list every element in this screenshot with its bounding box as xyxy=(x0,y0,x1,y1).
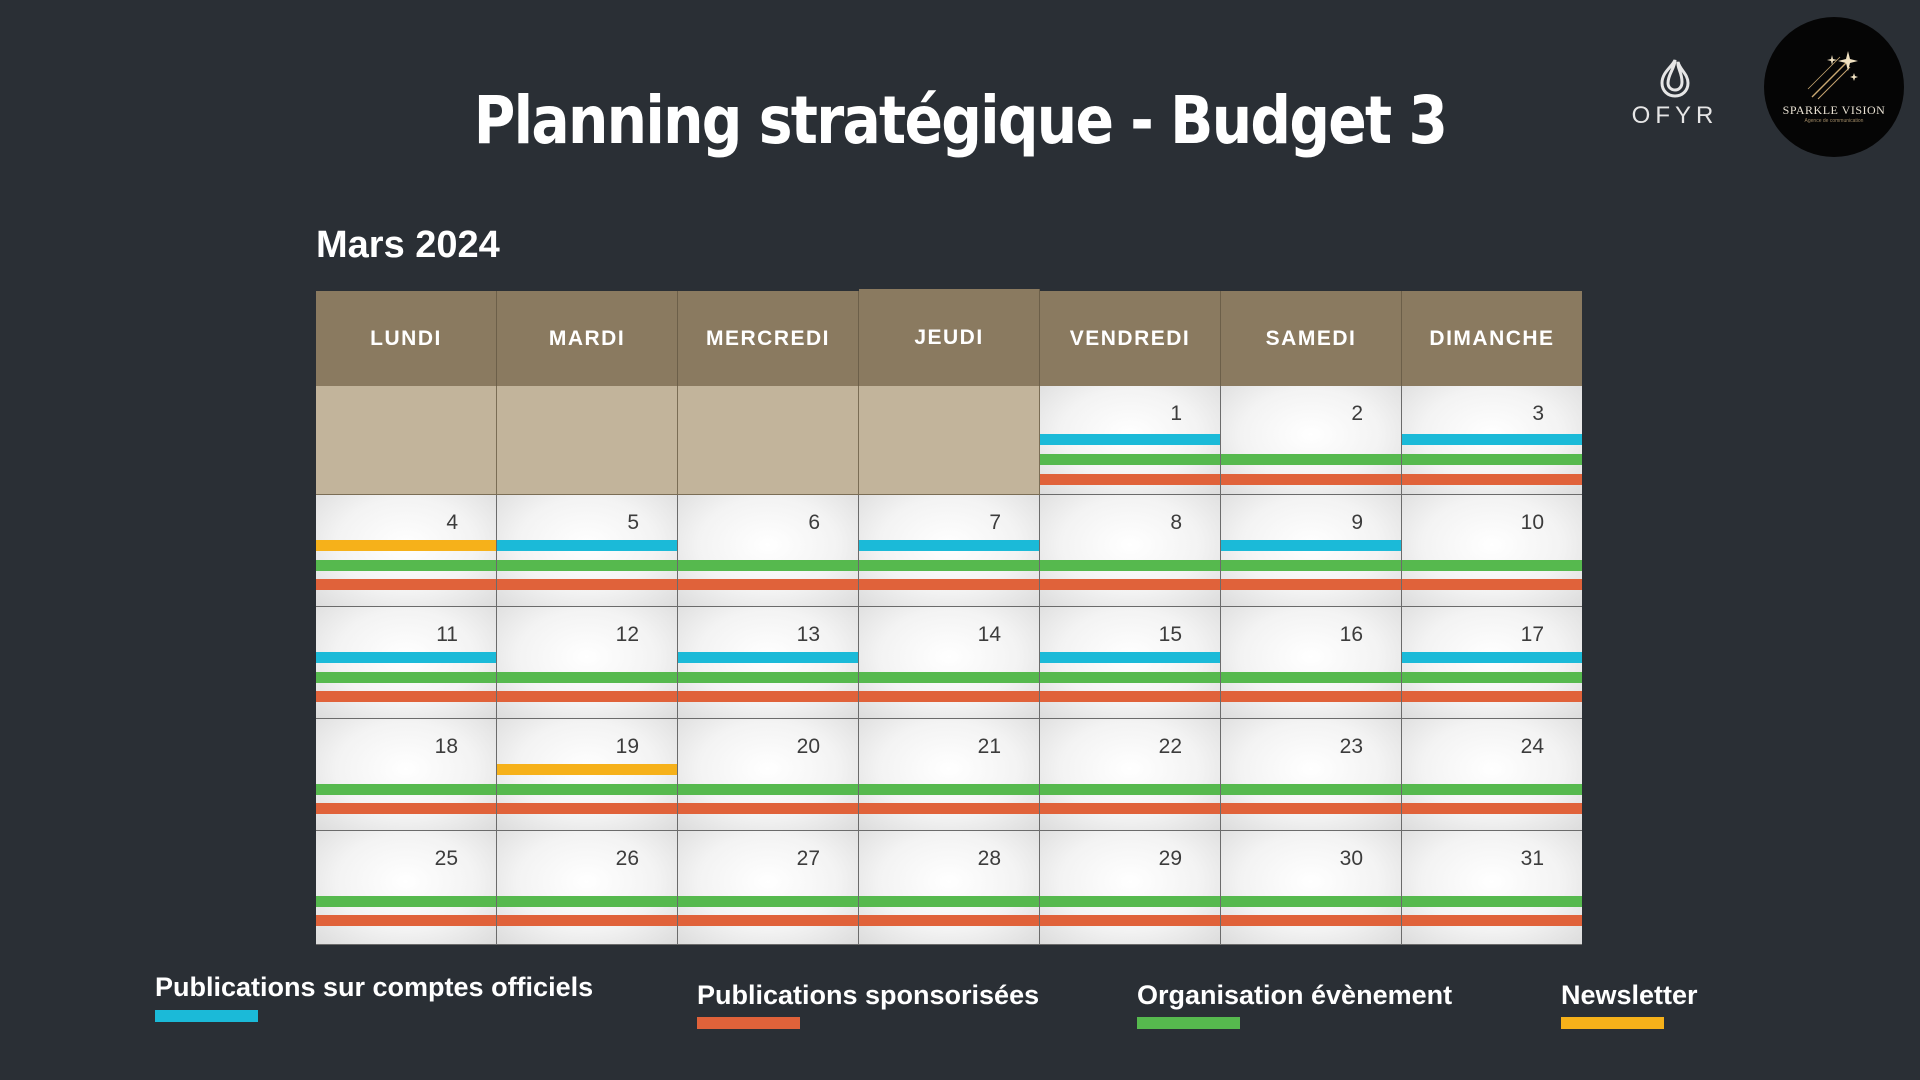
event-bar-sponsored xyxy=(678,803,858,814)
event-bar-official xyxy=(1221,540,1401,551)
day-number: 9 xyxy=(1351,511,1363,534)
event-bar-event xyxy=(497,784,677,795)
event-bar-sponsored xyxy=(1221,915,1401,926)
event-bar-event xyxy=(1040,896,1220,907)
event-bar-official xyxy=(1402,434,1582,445)
event-bar-event xyxy=(859,784,1039,795)
event-bar-event xyxy=(1040,454,1220,465)
event-bar-event xyxy=(1402,560,1582,571)
event-bar-newsletter xyxy=(316,540,496,551)
event-bar-event xyxy=(1221,672,1401,683)
calendar-day[interactable] xyxy=(316,607,497,719)
calendar-day-empty xyxy=(859,386,1040,495)
day-number: 19 xyxy=(615,735,639,758)
event-bar-sponsored xyxy=(1040,915,1220,926)
event-bar-event xyxy=(1402,896,1582,907)
event-bar-event xyxy=(678,896,858,907)
day-number: 1 xyxy=(1170,402,1182,425)
event-bar-sponsored xyxy=(1040,803,1220,814)
flame-drop-icon xyxy=(1656,58,1694,98)
legend-event-label: Organisation évènement xyxy=(1137,980,1453,1010)
calendar-day-empty xyxy=(316,386,497,495)
day-number: 28 xyxy=(977,847,1001,870)
calendar xyxy=(316,291,1582,945)
calendar-day[interactable] xyxy=(1402,831,1582,945)
event-bar-official xyxy=(1040,652,1220,663)
day-number: 26 xyxy=(615,847,639,870)
event-bar-sponsored xyxy=(678,579,858,590)
event-bar-event xyxy=(1402,672,1582,683)
event-bar-event xyxy=(1221,454,1401,465)
calendar-day[interactable] xyxy=(1040,719,1221,831)
month-title: Mars 2024 xyxy=(316,224,500,266)
event-bar-event xyxy=(497,672,677,683)
calendar-week xyxy=(316,386,1582,495)
legend-official-label: Publications sur comptes officiels xyxy=(155,972,594,1002)
event-bar-sponsored xyxy=(1040,691,1220,702)
calendar-day[interactable] xyxy=(1040,607,1221,719)
event-bar-official xyxy=(859,540,1039,551)
day-number: 3 xyxy=(1532,402,1544,425)
event-bar-event xyxy=(1221,784,1401,795)
event-bar-event xyxy=(316,560,496,571)
event-bar-event xyxy=(497,560,677,571)
day-number: 2 xyxy=(1351,402,1363,425)
event-bar-sponsored xyxy=(1402,691,1582,702)
day-number: 14 xyxy=(977,623,1001,646)
day-number: 11 xyxy=(436,623,458,646)
calendar-day[interactable] xyxy=(316,831,497,945)
event-bar-sponsored xyxy=(316,579,496,590)
calendar-day-empty xyxy=(678,386,859,495)
calendar-day[interactable] xyxy=(1221,831,1402,945)
legend-sponsored-label: Publications sponsorisées xyxy=(697,980,1040,1010)
event-bar-event xyxy=(1040,560,1220,571)
event-bar-sponsored xyxy=(1402,803,1582,814)
calendar-day[interactable] xyxy=(497,719,678,831)
event-bar-sponsored xyxy=(316,915,496,926)
calendar-week xyxy=(316,719,1582,831)
calendar-day[interactable] xyxy=(497,495,678,607)
legend-sponsored-swatch xyxy=(697,1017,800,1029)
event-bar-sponsored xyxy=(1221,579,1401,590)
sparkle-vision-logo xyxy=(1764,17,1904,157)
calendar-day[interactable] xyxy=(678,495,859,607)
event-bar-sponsored xyxy=(859,915,1039,926)
day-number: 13 xyxy=(796,623,820,646)
day-number: 25 xyxy=(434,847,458,870)
day-number: 23 xyxy=(1339,735,1363,758)
event-bar-event xyxy=(1402,454,1582,465)
event-bar-official xyxy=(497,540,677,551)
event-bar-event xyxy=(316,896,496,907)
weekday-wednesday: MERCREDI xyxy=(678,291,859,386)
day-number: 27 xyxy=(796,847,820,870)
day-number: 12 xyxy=(615,623,639,646)
sparkle-vision-tagline: Agence de communication xyxy=(1804,118,1864,124)
event-bar-event xyxy=(1040,784,1220,795)
calendar-day[interactable] xyxy=(316,495,497,607)
weekday-tuesday: MARDI xyxy=(497,291,678,386)
event-bar-sponsored xyxy=(1402,579,1582,590)
calendar-week xyxy=(316,831,1582,945)
weekday-friday: VENDREDI xyxy=(1040,291,1221,386)
calendar-day[interactable] xyxy=(859,719,1040,831)
calendar-day[interactable] xyxy=(316,719,497,831)
event-bar-event xyxy=(678,784,858,795)
event-bar-official xyxy=(1402,652,1582,663)
event-bar-sponsored xyxy=(678,915,858,926)
day-number: 17 xyxy=(1520,623,1544,646)
event-bar-event xyxy=(859,560,1039,571)
event-bar-event xyxy=(316,672,496,683)
event-bar-sponsored xyxy=(1221,474,1401,485)
weekday-thursday: JEUDI xyxy=(859,289,1040,386)
legend-newsletter-label: Newsletter xyxy=(1561,980,1698,1010)
calendar-day[interactable] xyxy=(678,607,859,719)
day-number: 29 xyxy=(1158,847,1182,870)
event-bar-official xyxy=(678,652,858,663)
weekday-monday: LUNDI xyxy=(316,291,497,386)
day-number: 24 xyxy=(1520,735,1544,758)
legend-newsletter-swatch xyxy=(1561,1017,1664,1029)
event-bar-newsletter xyxy=(497,764,677,775)
calendar-day-empty xyxy=(497,386,678,495)
weekday-sunday: DIMANCHE xyxy=(1402,291,1582,386)
day-number: 21 xyxy=(977,735,1001,758)
event-bar-event xyxy=(1221,896,1401,907)
event-bar-sponsored xyxy=(1040,474,1220,485)
legend-event-swatch xyxy=(1137,1017,1240,1029)
event-bar-sponsored xyxy=(316,691,496,702)
sparkle-star-icon xyxy=(1804,45,1864,105)
calendar-day[interactable] xyxy=(859,831,1040,945)
event-bar-sponsored xyxy=(859,691,1039,702)
weekday-saturday: SAMEDI xyxy=(1221,291,1402,386)
calendar-day[interactable] xyxy=(678,831,859,945)
calendar-day[interactable] xyxy=(1221,607,1402,719)
day-number: 5 xyxy=(627,511,639,534)
calendar-day[interactable] xyxy=(1040,386,1221,495)
calendar-day[interactable] xyxy=(1402,386,1582,495)
calendar-day[interactable] xyxy=(1221,386,1402,495)
day-number: 7 xyxy=(989,511,1001,534)
day-number: 30 xyxy=(1339,847,1363,870)
event-bar-sponsored xyxy=(859,579,1039,590)
calendar-day[interactable] xyxy=(1402,495,1582,607)
day-number: 15 xyxy=(1158,623,1182,646)
calendar-day[interactable] xyxy=(678,719,859,831)
calendar-week xyxy=(316,495,1582,607)
ofyr-logo xyxy=(1620,58,1730,128)
event-bar-event xyxy=(678,672,858,683)
day-number: 31 xyxy=(1520,847,1544,870)
event-bar-sponsored xyxy=(316,803,496,814)
calendar-day[interactable] xyxy=(1402,607,1582,719)
event-bar-event xyxy=(1221,560,1401,571)
weekday-header xyxy=(316,291,1582,386)
calendar-day[interactable] xyxy=(497,831,678,945)
event-bar-event xyxy=(1402,784,1582,795)
ofyr-logo-text: OFYR xyxy=(1631,102,1719,129)
day-number: 22 xyxy=(1158,735,1182,758)
calendar-day[interactable] xyxy=(1040,495,1221,607)
calendar-day[interactable] xyxy=(1221,719,1402,831)
event-bar-sponsored xyxy=(1221,803,1401,814)
day-number: 4 xyxy=(446,511,458,534)
calendar-day[interactable] xyxy=(497,607,678,719)
day-number: 20 xyxy=(796,735,820,758)
event-bar-sponsored xyxy=(1402,474,1582,485)
calendar-day[interactable] xyxy=(1402,719,1582,831)
event-bar-sponsored xyxy=(1402,915,1582,926)
event-bar-sponsored xyxy=(497,691,677,702)
calendar-day[interactable] xyxy=(859,607,1040,719)
event-bar-sponsored xyxy=(859,803,1039,814)
event-bar-event xyxy=(859,896,1039,907)
event-bar-sponsored xyxy=(678,691,858,702)
event-bar-event xyxy=(1040,672,1220,683)
calendar-week xyxy=(316,607,1582,719)
event-bar-sponsored xyxy=(497,915,677,926)
calendar-grid xyxy=(316,386,1582,945)
event-bar-official xyxy=(1040,434,1220,445)
day-number: 18 xyxy=(434,735,458,758)
event-bar-sponsored xyxy=(1040,579,1220,590)
day-number: 8 xyxy=(1170,511,1182,534)
event-bar-sponsored xyxy=(497,803,677,814)
day-number: 6 xyxy=(808,511,820,534)
day-number: 16 xyxy=(1339,623,1363,646)
sparkle-vision-name: SPARKLE VISION xyxy=(1782,103,1886,117)
event-bar-event xyxy=(678,560,858,571)
event-bar-sponsored xyxy=(1221,691,1401,702)
event-bar-event xyxy=(859,672,1039,683)
day-number: 10 xyxy=(1520,511,1544,534)
legend-official-swatch xyxy=(155,1010,258,1022)
event-bar-sponsored xyxy=(497,579,677,590)
page-title: Planning stratégique - Budget 3 xyxy=(473,82,1447,159)
event-bar-event xyxy=(316,784,496,795)
calendar-day[interactable] xyxy=(859,495,1040,607)
event-bar-official xyxy=(316,652,496,663)
event-bar-event xyxy=(497,896,677,907)
calendar-day[interactable] xyxy=(1221,495,1402,607)
calendar-day[interactable] xyxy=(1040,831,1221,945)
